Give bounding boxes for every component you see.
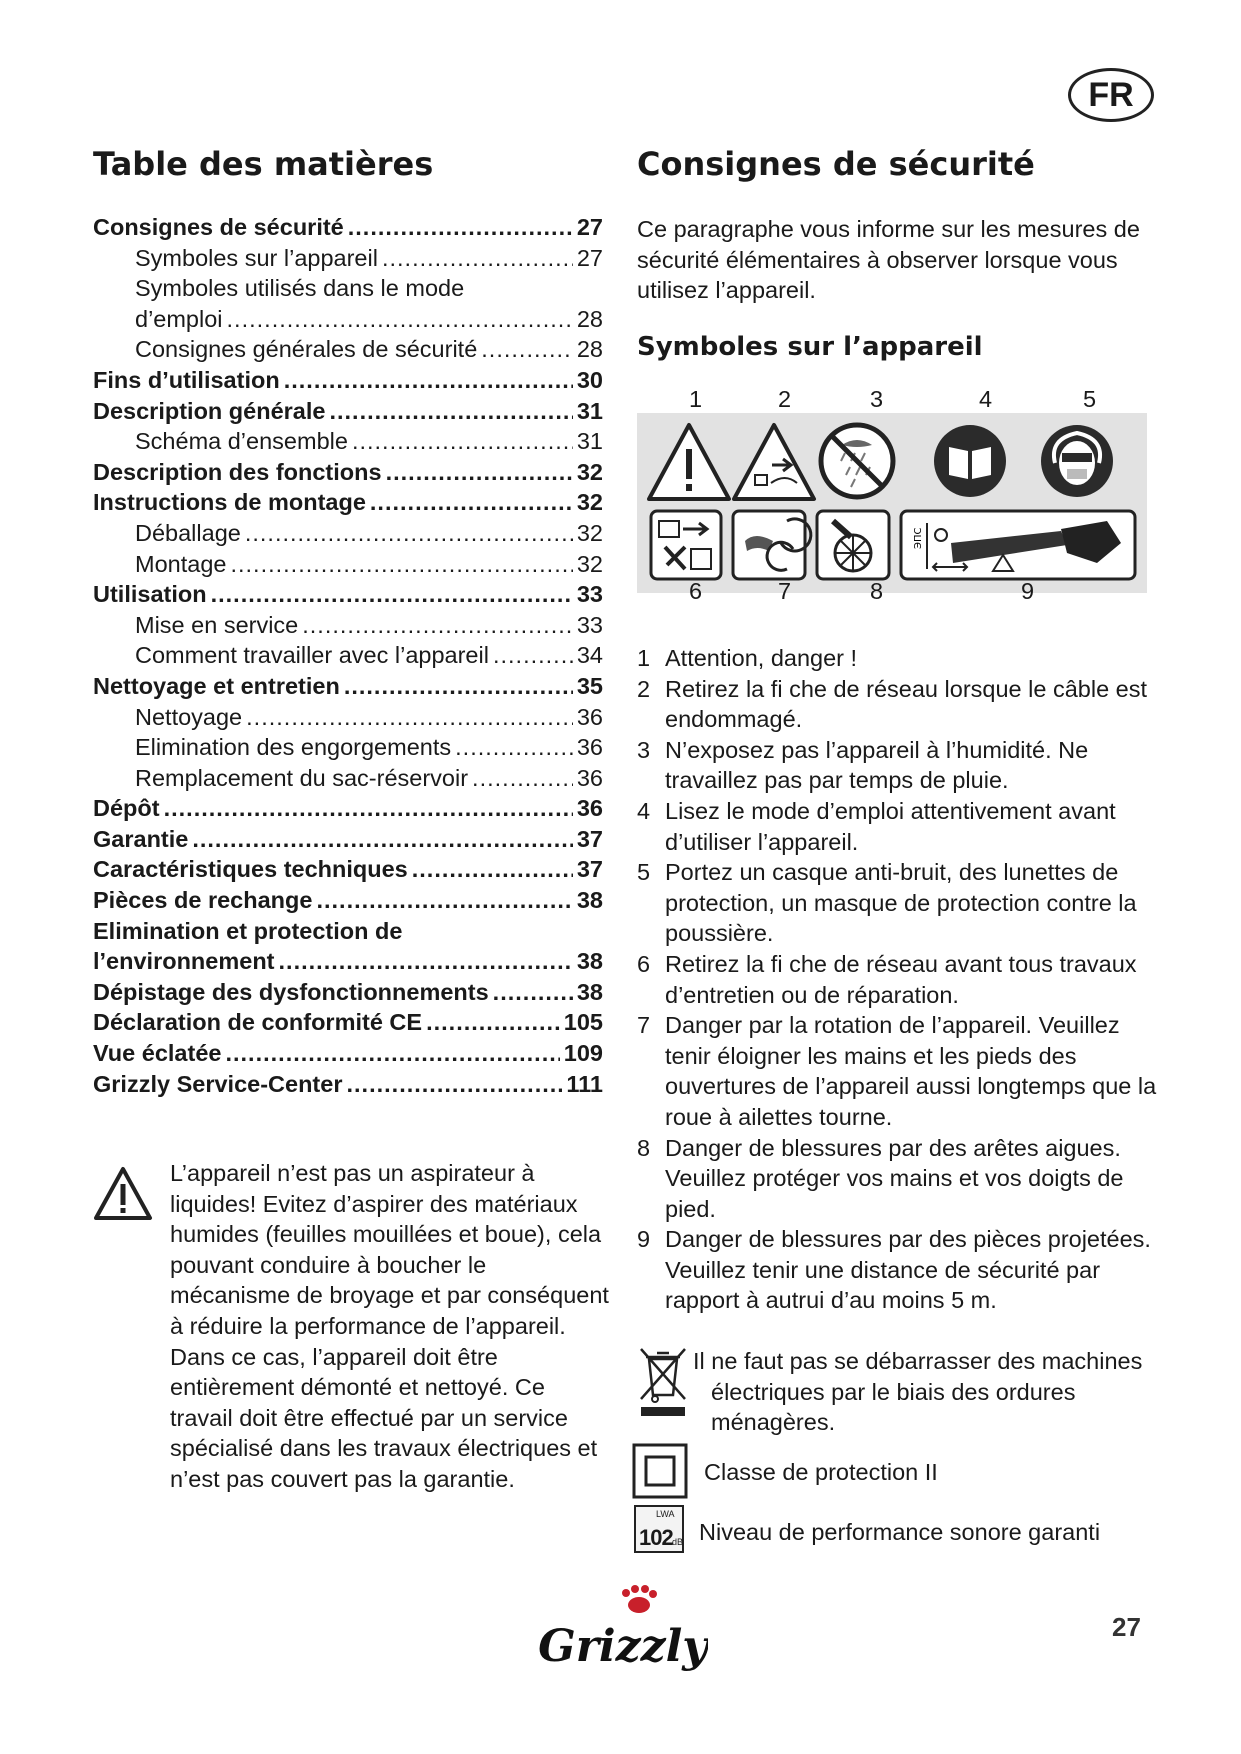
legend-text: N’exposez pas l’appareil à l’humidité. Ne travaillez pas par temps de pluie. [665,736,1089,794]
toc-leader-dots [245,520,573,547]
noise-value: 102 [639,1525,673,1550]
toc-entry-title: Grizzly Service-Center [93,1070,343,1097]
toc-entry-page: 36 [576,703,603,730]
toc-entry-page: 37 [576,856,603,883]
toc-entry [93,459,603,490]
toc-entry [93,765,603,796]
legend-item [637,857,1167,949]
toc-entry-title: Dépôt [93,795,160,822]
toc-heading: Table des matières [93,145,434,183]
toc-entry [93,948,603,979]
toc-entry [93,367,603,398]
legend-text: Retirez la fi che de réseau lorsque le câble est endommagé. [665,675,1148,733]
unplug-before-maintenance-icon [651,511,721,579]
toc-entry-page: 31 [576,397,603,424]
toc-entry [93,826,603,857]
toc-entry [93,1009,603,1040]
toc-entry [93,306,603,337]
legend-item [637,1224,1167,1316]
symbol-number: 4 [979,386,993,412]
toc-entry-title: Description générale [93,397,326,424]
toc-entry [93,856,603,887]
toc-entry-title: Elimination des engorgements [135,734,452,761]
toc-leader-dots [472,765,573,792]
legend-number: 3 [637,736,651,763]
toc-entry-title: Comment travailler avec l’appareil [135,642,489,669]
toc-entry-title: Symboles utilisés dans le mode [135,275,465,302]
symbol-number: 2 [778,386,792,412]
toc-entry-page: 30 [576,366,603,393]
toc-entry-title: Instructions de montage [93,489,366,516]
toc-leader-dots [316,887,572,914]
weee-crossed-bin-icon [637,1345,689,1421]
read-manual-icon [934,425,1006,497]
toc-entry-title: d’emploi [135,305,223,332]
toc-entry [93,489,603,520]
toc-leader-dots [279,948,573,975]
toc-entry-page: 36 [576,795,603,822]
language-badge: FR [1068,68,1154,122]
legend-text: Danger par la rotation de l’appareil. Veuillez tenir éloigner les mains et les pieds des ouvertures de l’appareil aussi longtemps que la roue à ailettes tourne. [665,1012,1157,1130]
toc-entry-page: 32 [576,489,603,516]
safety-heading: Consignes de sécurité [637,145,1035,183]
toc-leader-dots [426,1009,560,1036]
legend-item [637,949,1167,1010]
toc-leader-dots [227,306,573,333]
safety-intro: Ce paragraphe vous informe sur les mesures de sécurité élémentaires à observer lorsque vous utilisez l’appareil. [637,216,1140,304]
noise-label: LWA [656,1509,675,1519]
protection-class-text: Classe de protection II [704,1459,938,1485]
legend-number: 2 [637,675,651,702]
toc-entry-page: 109 [563,1040,603,1067]
toc-entry-title: Consignes de sécurité [93,214,344,240]
legend-number: 5 [637,859,651,886]
toc-entry-page: 33 [576,611,603,638]
toc-entry-title: Mise en service [135,611,299,638]
legend-number: 8 [637,1134,651,1161]
toc-leader-dots [412,856,573,883]
toc-entry [93,398,603,429]
toc-entry-title: Nettoyage et entretien [93,672,340,699]
toc-entry [93,642,603,673]
toc-entry [93,275,603,306]
toc-entry-title: Remplacement du sac-réservoir [135,764,469,791]
legend-text: Retirez la fi che de réseau avant tous travaux d’entretien ou de réparation. [665,950,1137,1008]
legend-number: 1 [637,645,651,671]
warning-text: L’appareil n’est pas un aspirateur à liquides! Evitez d’aspirer des matériaux humides (feuilles mouillées et boue), cela pouvant conduire à boucher le mécanisme de broyage et par conséquent à réduire la performance de l’appareil. Dans ce cas, l’appareil doit être entièrement démonté et nettoyé. Ce travail doit être effectué par un service spécialisé dans les travaux électriques et n’est pas couvert pas la garantie. [170,1160,609,1492]
toc-entry-title: Nettoyage [135,703,243,730]
legend-number: 6 [637,950,651,977]
legend-text: Danger de blessures par des pièces projetées. Veuillez tenir une distance de sécurité par rapport à autrui d’au moins 5 m. [665,1226,1151,1314]
toc-entry-page: 111 [566,1070,603,1097]
toc-entry [93,795,603,826]
toc-leader-dots [246,704,573,731]
toc-entry-page: 33 [576,581,603,608]
toc-entry [93,612,603,643]
toc-leader-dots [344,673,573,700]
toc-leader-dots [230,551,572,578]
page-number: 27 [1112,1612,1141,1642]
symbol-legend [637,643,1167,1316]
toc-entry [93,673,603,704]
legend-text: Portez un casque anti-bruit, des lunettes de protection, un masque de protection contre la poussière. [665,859,1137,947]
noise-level-icon [634,1505,684,1553]
legend-item [637,796,1167,857]
legend-item [637,674,1167,735]
toc-entry-title: Symboles sur l’appareil [135,244,378,271]
unplug-warning-icon [734,425,814,499]
symbol-number: 9 [1021,578,1035,604]
toc-entry [93,428,603,459]
toc-leader-dots [211,581,573,608]
toc-entry [93,918,603,949]
toc-leader-dots [164,795,573,822]
toc-entry-title: Utilisation [93,581,207,608]
toc-leader-dots [493,642,573,669]
toc-entry-page: 31 [576,428,603,455]
symbol-number: 1 [689,386,703,412]
toc-entry-page: 36 [576,734,603,761]
paw-icon [622,1585,657,1613]
toc-entry-page: 32 [576,550,603,577]
toc-entry [93,704,603,735]
legend-text: Attention, danger ! [665,645,858,671]
toc-leader-dots [329,398,572,425]
toc-leader-dots [225,1040,559,1067]
toc-leader-dots [192,826,573,853]
symbol-number: 7 [778,578,792,604]
projected-parts-icon [901,511,1135,579]
toc-entry [93,1040,603,1071]
toc-entry [93,1071,603,1102]
toc-entry [93,214,603,245]
toc-entry [93,581,603,612]
toc-leader-dots [386,459,573,486]
symbol-numbers-top [637,386,1157,416]
toc-leader-dots [284,367,573,394]
toc-entry-page: 36 [576,764,603,791]
rotating-parts-icon [733,511,811,579]
toc-leader-dots [493,979,573,1006]
toc-entry-title: Dépistage des dysfonctionnements [93,978,489,1005]
toc-entry-page: 38 [576,978,603,1005]
toc-entry-title: Caractéristiques techniques [93,856,408,883]
toc-entry-title: Schéma d’ensemble [135,428,348,455]
warning-triangle-icon [93,1166,153,1222]
toc-entry-title: l’environnement [93,948,275,975]
brand-name: Grizzly [538,1621,708,1672]
attention-symbol-icon [649,425,729,499]
weee-text: Il ne faut pas se débarrasser des machines électriques par le biais des ordures ménagères. [693,1348,1143,1436]
toc-entry-page: 38 [576,887,603,914]
toc-entry [93,520,603,551]
toc-entry-page: 27 [576,214,603,240]
toc-entry [93,979,603,1010]
device-symbols-panel [637,413,1147,593]
legend-number: 9 [637,1226,651,1253]
toc-entry-title: Déballage [135,519,241,546]
toc-entry-page: 37 [576,825,603,852]
toc-leader-dots [352,428,573,455]
legend-item [637,1010,1167,1132]
grizzly-logo [538,1583,708,1683]
toc-entry [93,336,603,367]
toc-entry-page: 32 [576,458,603,485]
sharp-edges-icon [817,511,889,579]
legend-item [637,643,1167,674]
legend-number: 7 [637,1012,651,1039]
toc-leader-dots [348,214,573,241]
toc-entry-title: Déclaration de conformité CE [93,1009,423,1036]
noise-level-text: Niveau de performance sonore garanti [699,1519,1101,1545]
symbol-number: 6 [689,578,703,604]
toc-entry-page: 105 [563,1009,603,1036]
toc-entry-page: 27 [576,244,603,271]
toc-entry-page: 28 [576,336,603,363]
no-rain-icon [821,425,893,497]
toc-entry-title: Garantie [93,825,189,852]
toc-entry-page: 34 [576,642,603,669]
toc-entry-title: Fins d’utilisation [93,366,280,393]
symbol-numbers-bottom [637,578,1157,608]
toc-leader-dots [302,612,573,639]
toc-entry [93,245,603,276]
legend-item [637,735,1167,796]
toc-entry [93,734,603,765]
toc-entry-page: 35 [576,672,603,699]
legend-text: Lisez le mode d’emploi attentivement avant d’utiliser l’appareil. [665,797,1116,855]
symbol-number: 8 [870,578,884,604]
symbol-number: 3 [870,386,884,412]
toc-leader-dots [346,1071,562,1098]
toc-leader-dots [370,489,573,516]
toc-entry-title: Vue éclatée [93,1040,222,1067]
toc-entry-page: 38 [576,948,603,975]
toc-entry-title: Montage [135,550,227,577]
toc-entry [93,551,603,582]
toc-entry-title: Description des fonctions [93,458,382,485]
toc-entry [93,887,603,918]
toc-entry-title: Consignes générales de sécurité [135,336,478,363]
protective-gear-icon [1041,425,1113,497]
toc-entry-page: 32 [576,519,603,546]
toc-entry-title: Pièces de rechange [93,887,313,914]
legend-number: 4 [637,797,651,824]
table-of-contents [93,214,603,1101]
legend-text: Danger de blessures par des arêtes aigues. Veuillez protéger vos mains et vos doigts de pied. [665,1134,1124,1222]
noise-unit: dB [672,1537,684,1547]
toc-entry-page: 28 [576,305,603,332]
toc-leader-dots [382,245,573,272]
symbols-heading: Symboles sur l’appareil [637,332,983,362]
svg-text:ЭПС: ЭПС [913,527,924,549]
toc-entry-title: Elimination et protection de [93,917,403,944]
protection-class-ii-icon [632,1443,688,1499]
toc-leader-dots [481,336,573,363]
legend-item [637,1133,1167,1225]
symbol-number: 5 [1083,386,1097,412]
toc-leader-dots [455,734,573,761]
